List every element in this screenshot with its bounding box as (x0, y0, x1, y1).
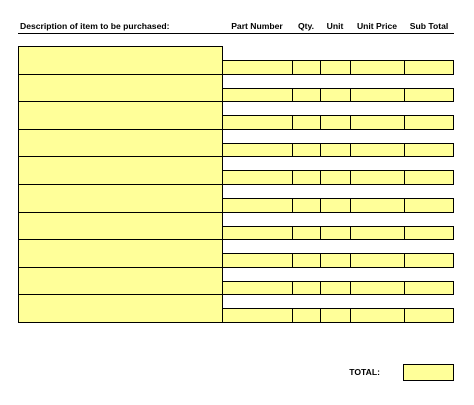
unit-field[interactable] (320, 60, 351, 75)
sub-total-field[interactable] (404, 115, 454, 130)
unit-field[interactable] (320, 115, 351, 130)
unit-price-field[interactable] (350, 60, 405, 75)
unit-price-field[interactable] (350, 143, 405, 157)
sub-total-field[interactable] (404, 308, 454, 323)
part-number-field[interactable] (222, 281, 293, 295)
sub-total-field[interactable] (404, 226, 454, 240)
description-field[interactable] (18, 184, 223, 213)
description-field[interactable] (18, 212, 223, 240)
unit-field[interactable] (320, 143, 351, 157)
qty-field[interactable] (292, 143, 321, 157)
part-number-header: Part Number (231, 21, 283, 31)
qty-field[interactable] (292, 281, 321, 295)
part-number-field[interactable] (222, 170, 293, 185)
sub-total-field[interactable] (404, 198, 454, 213)
qty-field[interactable] (292, 226, 321, 240)
description-field[interactable] (18, 267, 223, 295)
qty-field[interactable] (292, 308, 321, 323)
unit-price-field[interactable] (350, 115, 405, 130)
description-header: Description of item to be purchased: (20, 21, 170, 31)
qty-field[interactable] (292, 115, 321, 130)
unit-field[interactable] (320, 308, 351, 323)
unit-field[interactable] (320, 281, 351, 295)
sub-total-field[interactable] (404, 143, 454, 157)
part-number-field[interactable] (222, 60, 293, 75)
unit-price-field[interactable] (350, 198, 405, 213)
description-field[interactable] (18, 294, 223, 323)
part-number-field[interactable] (222, 226, 293, 240)
qty-field[interactable] (292, 170, 321, 185)
qty-field[interactable] (292, 198, 321, 213)
part-number-field[interactable] (222, 253, 293, 268)
unit-price-field[interactable] (350, 88, 405, 102)
sub-total-field[interactable] (404, 170, 454, 185)
qty-field[interactable] (292, 60, 321, 75)
part-number-field[interactable] (222, 308, 293, 323)
sub-total-field[interactable] (404, 88, 454, 102)
unit-field[interactable] (320, 226, 351, 240)
header-divider (18, 33, 454, 34)
part-number-field[interactable] (222, 115, 293, 130)
description-field[interactable] (18, 101, 223, 130)
unit-field[interactable] (320, 170, 351, 185)
description-field[interactable] (18, 156, 223, 185)
qty-field[interactable] (292, 253, 321, 268)
sub-total-field[interactable] (404, 253, 454, 268)
sub-total-field[interactable] (404, 60, 454, 75)
part-number-field[interactable] (222, 143, 293, 157)
description-field[interactable] (18, 74, 223, 102)
unit-field[interactable] (320, 198, 351, 213)
qty-header: Qty. (297, 21, 315, 31)
qty-field[interactable] (292, 88, 321, 102)
description-field[interactable] (18, 129, 223, 157)
unit-field[interactable] (320, 253, 351, 268)
sub-total-header: Sub Total (409, 21, 449, 31)
unit-field[interactable] (320, 88, 351, 102)
unit-price-field[interactable] (350, 253, 405, 268)
unit-price-field[interactable] (350, 281, 405, 295)
sub-total-field[interactable] (404, 281, 454, 295)
unit-price-field[interactable] (350, 226, 405, 240)
unit-header: Unit (326, 21, 344, 31)
part-number-field[interactable] (222, 88, 293, 102)
unit-price-field[interactable] (350, 170, 405, 185)
unit-price-header: Unit Price (356, 21, 398, 31)
total-field[interactable] (403, 364, 454, 381)
description-field[interactable] (18, 46, 223, 75)
total-label: TOTAL: (349, 367, 380, 377)
description-field[interactable] (18, 239, 223, 268)
part-number-field[interactable] (222, 198, 293, 213)
unit-price-field[interactable] (350, 308, 405, 323)
